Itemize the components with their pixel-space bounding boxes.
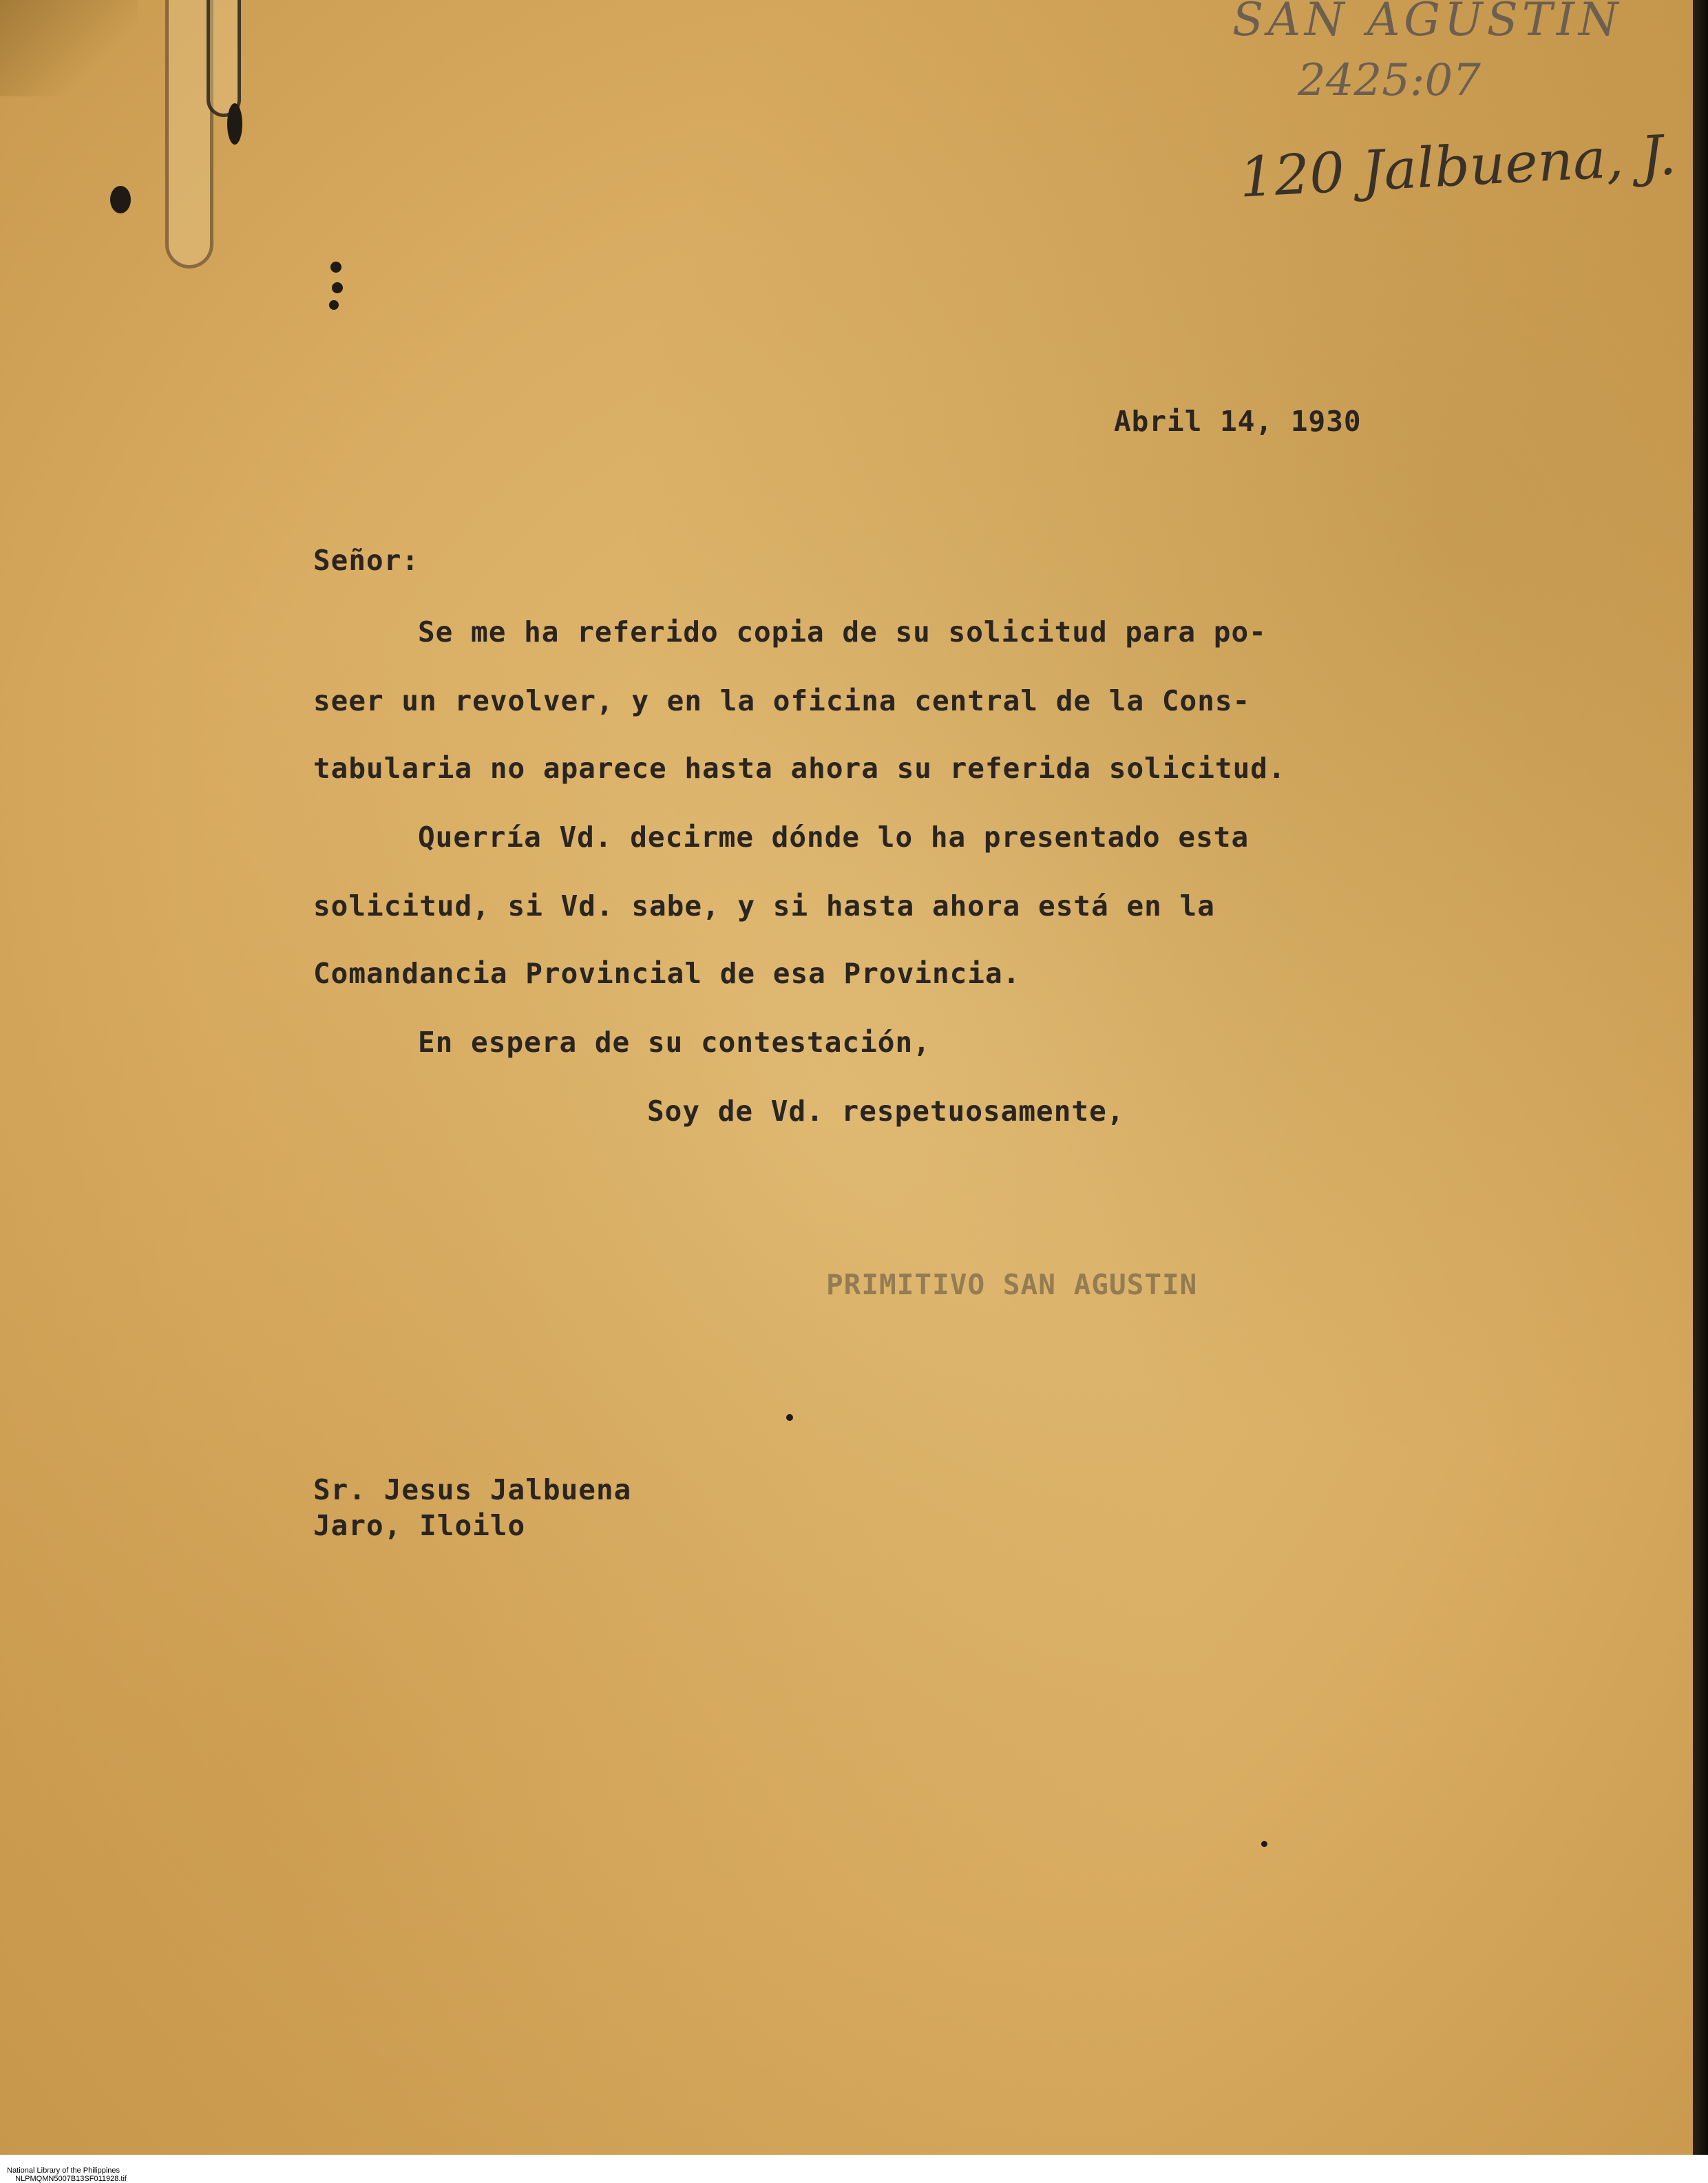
folded-corner — [0, 0, 138, 96]
ink-spot — [227, 103, 242, 145]
footer-caption — [3, 2158, 127, 2183]
letter-closing: Soy de Vd. respetuosamente, — [647, 1095, 1125, 1128]
binding-clip-mark — [207, 0, 241, 117]
ink-spot — [110, 186, 131, 213]
scanner-edge — [1693, 0, 1708, 2155]
ink-spot — [329, 300, 339, 310]
footer-filename: NLPMQMN5007B13SF011928.tif — [15, 2175, 127, 2183]
letter-paragraph-line: Querría Vd. decirme dónde lo ha presentado esta — [418, 821, 1250, 854]
letter-paragraph-line: Comandancia Provincial de esa Provincia. — [313, 957, 1021, 990]
handwritten-annotation: 2425:07 — [1298, 55, 1481, 106]
footer-bar — [0, 2155, 1708, 2171]
recipient-name: Sr. Jesus Jalbuena — [313, 1473, 632, 1506]
footer-library: National Library of the Philippines — [7, 2166, 120, 2175]
handwritten-annotation: SAN AGUSTIN — [1232, 0, 1623, 46]
ink-spot — [786, 1414, 793, 1421]
letter-paragraph-line: tabularia no aparece hasta ahora su referida solicitud. — [313, 752, 1286, 785]
recipient-address: Jaro, Iloilo — [313, 1509, 526, 1542]
ink-spot — [332, 282, 343, 293]
letter-salutation: Señor: — [313, 544, 420, 577]
letter-paragraph-line: Se me ha referido copia de su solicitud para po- — [418, 615, 1267, 648]
letter-date: Abril 14, 1930 — [1114, 405, 1362, 438]
letter-signature: PRIMITIVO SAN AGUSTIN — [826, 1268, 1198, 1301]
letter-paragraph-line: solicitud, si Vd. sabe, y si hasta ahora está en la — [313, 889, 1215, 922]
ink-spot — [330, 262, 341, 273]
ink-spot — [1261, 1841, 1267, 1847]
letter-paragraph-line: seer un revolver, y en la oficina central de la Cons- — [313, 684, 1251, 717]
handwritten-annotation: 120 Jalbuena, J. — [1238, 123, 1678, 210]
letter-closing: En espera de su contestación, — [418, 1026, 931, 1059]
